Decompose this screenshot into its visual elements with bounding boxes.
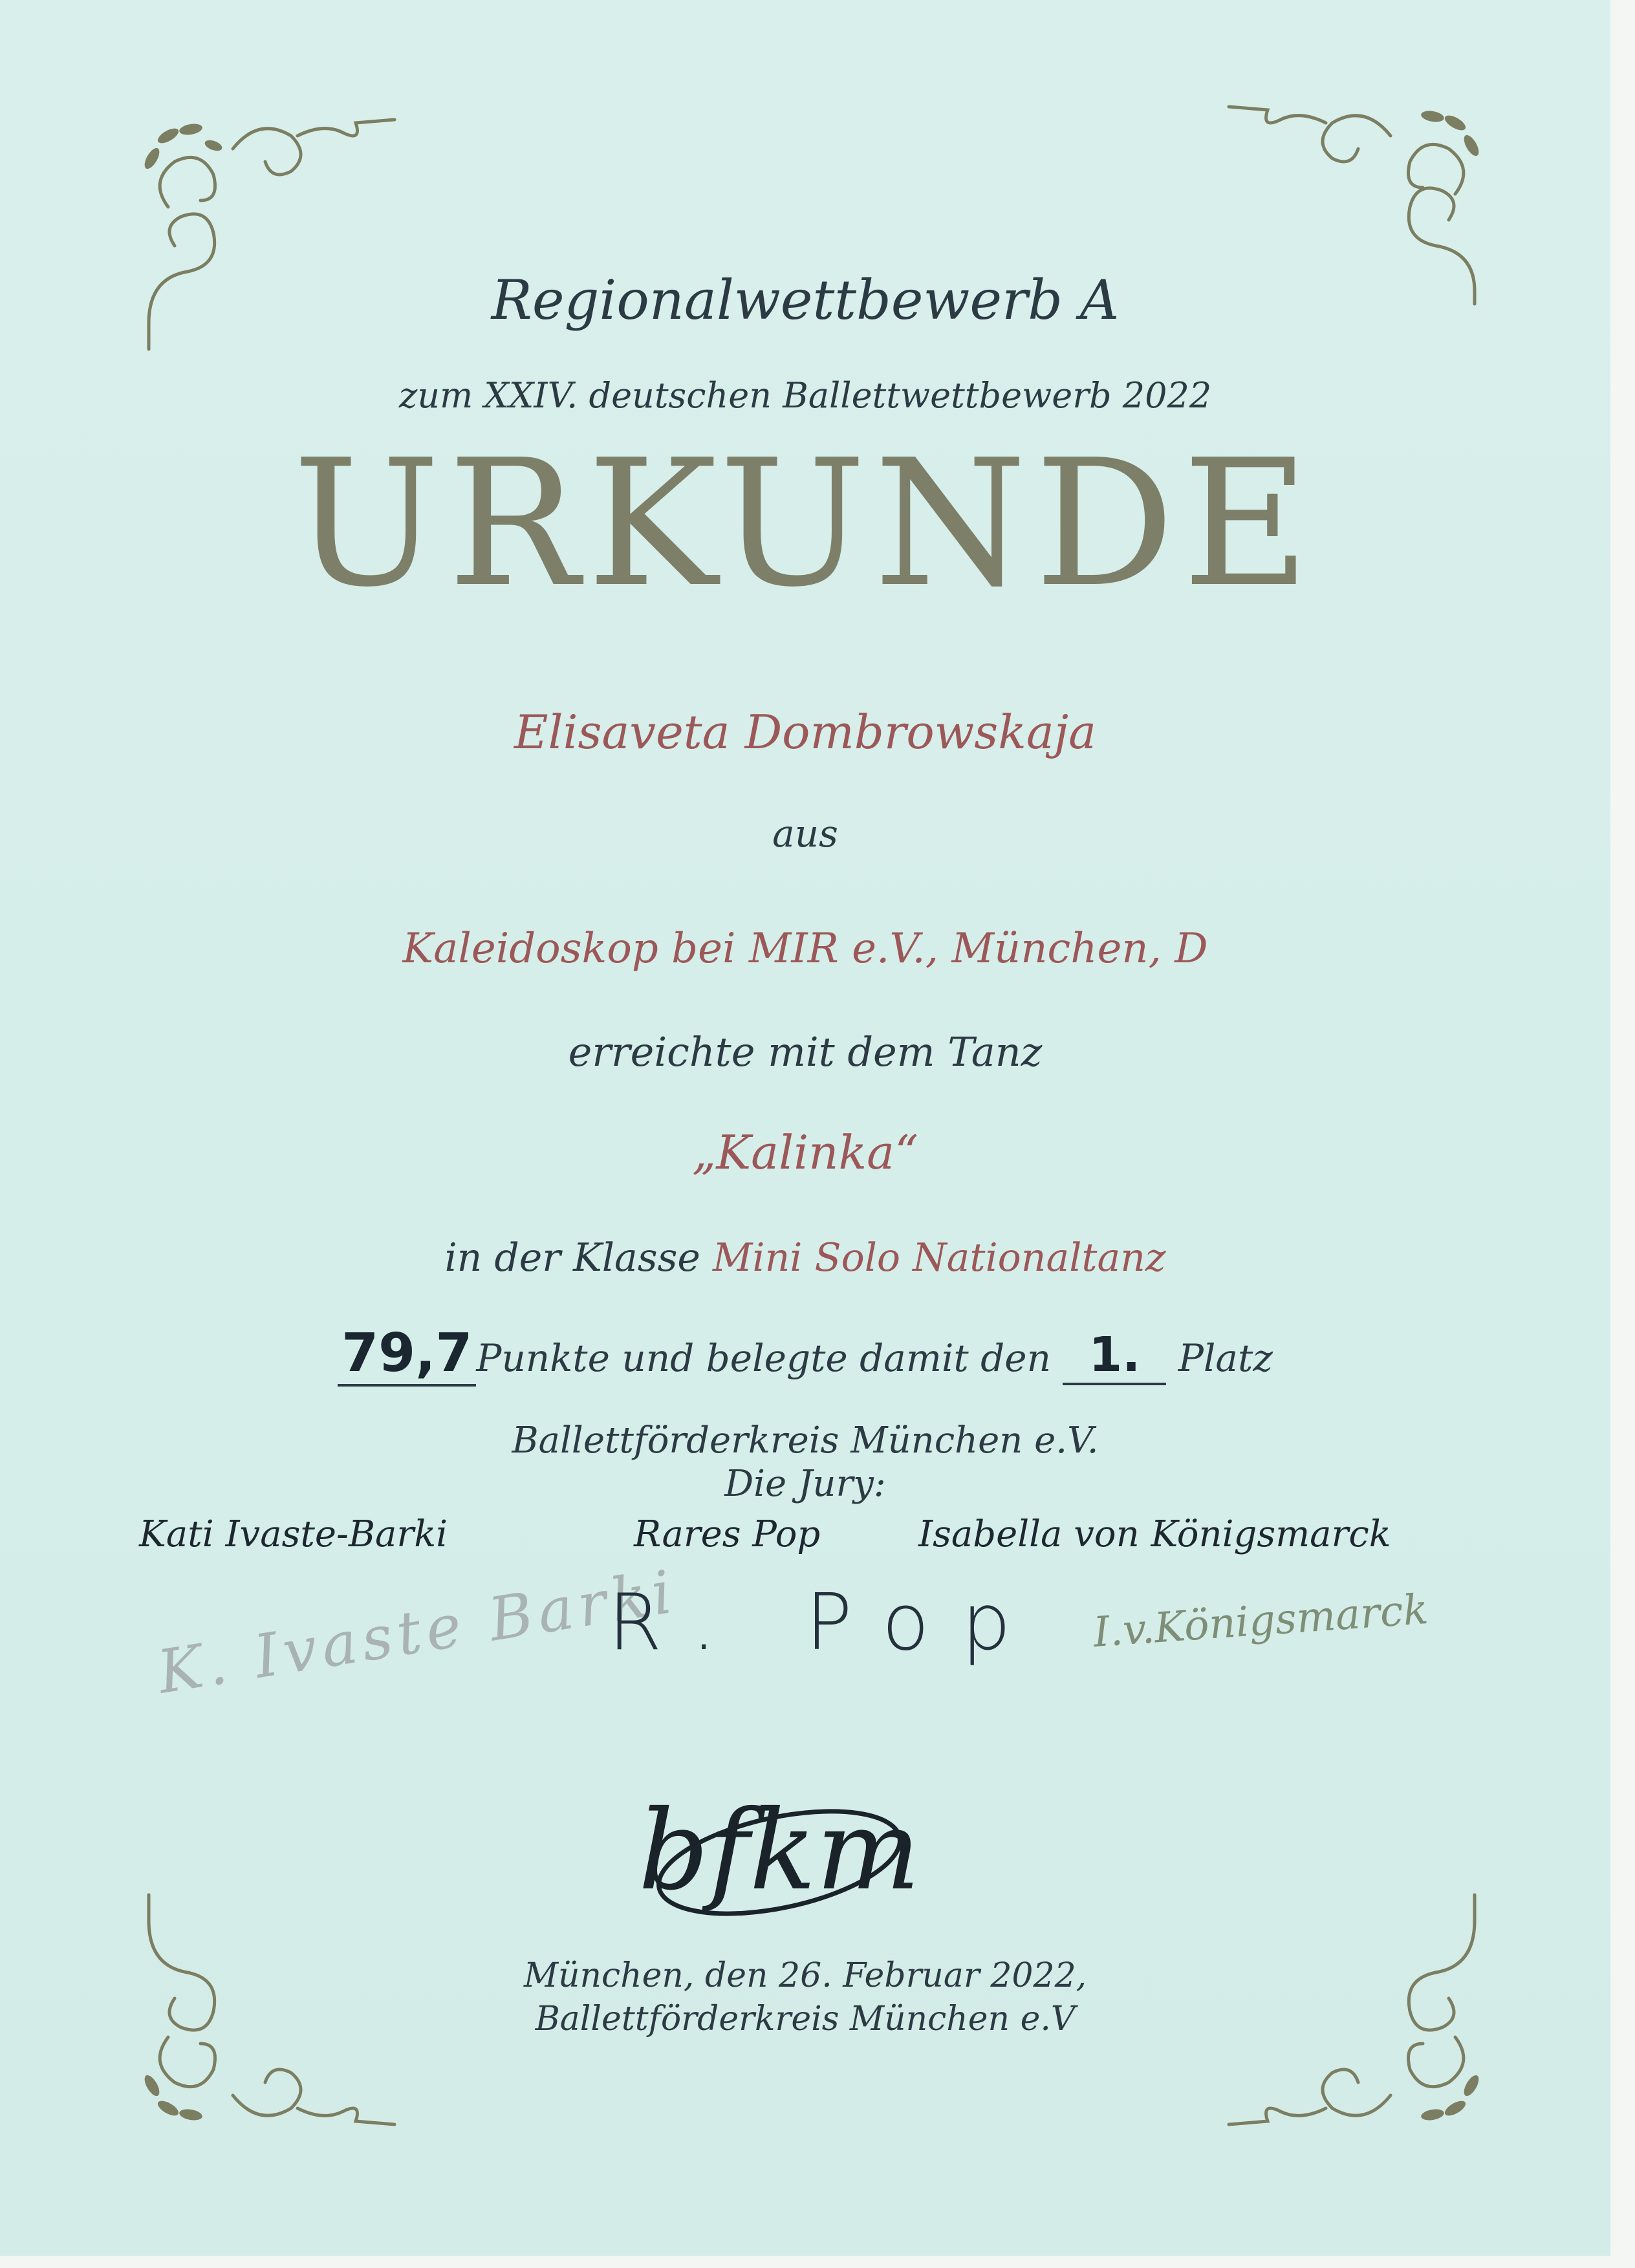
points-line [0, 1323, 1610, 1385]
place-value: 1. [1063, 1327, 1166, 1385]
class-line [0, 1235, 1610, 1280]
bfkm-logo [640, 1772, 918, 1940]
signature-3: I.v.Königsmarck [1092, 1585, 1430, 1658]
achievement-line: erreichte mit dem Tanz [568, 1028, 1043, 1075]
competition-subtitle: zum XXIV. deutschen Ballettwettbewerb 2022 [398, 375, 1212, 416]
jury-member-2: Rares Pop [634, 1513, 821, 1555]
points-text: Punkte und belegte damit den [476, 1336, 1051, 1380]
signature-2: R. Pop [608, 1578, 1044, 1668]
jury-member-3: Isabella von Königsmarck [918, 1513, 1391, 1555]
jury-label: Die Jury: [724, 1463, 886, 1505]
points-value: 79,7 [338, 1323, 476, 1387]
signature-1: K. Ivaste Barki [153, 1557, 682, 1707]
class-prefix: in der Klasse [444, 1235, 700, 1280]
class-name: Mini Solo Nationaltanz [712, 1235, 1166, 1280]
place-word: Platz [1178, 1336, 1273, 1380]
certificate-title: URKUNDE [292, 422, 1318, 625]
competition-title: Regionalwettbewerb A [491, 268, 1120, 332]
recipient-name: Elisaveta Dombrowskaja [514, 705, 1097, 759]
dance-title: „Kalinka“ [692, 1125, 918, 1180]
footer-date: München, den 26. Februar 2022, [523, 1956, 1087, 1995]
footer-organization: Ballettförderkreis München e.V [535, 2000, 1076, 2038]
from-word: aus [772, 812, 838, 856]
organizer-name: Ballettförderkreis München e.V. [512, 1420, 1099, 1462]
school-name: Kaleidoskop bei MIR e.V., München, D [402, 925, 1208, 973]
svg-text:bfkm: bfkm [640, 1787, 918, 1915]
jury-member-1: Kati Ivaste-Barki [139, 1513, 448, 1555]
